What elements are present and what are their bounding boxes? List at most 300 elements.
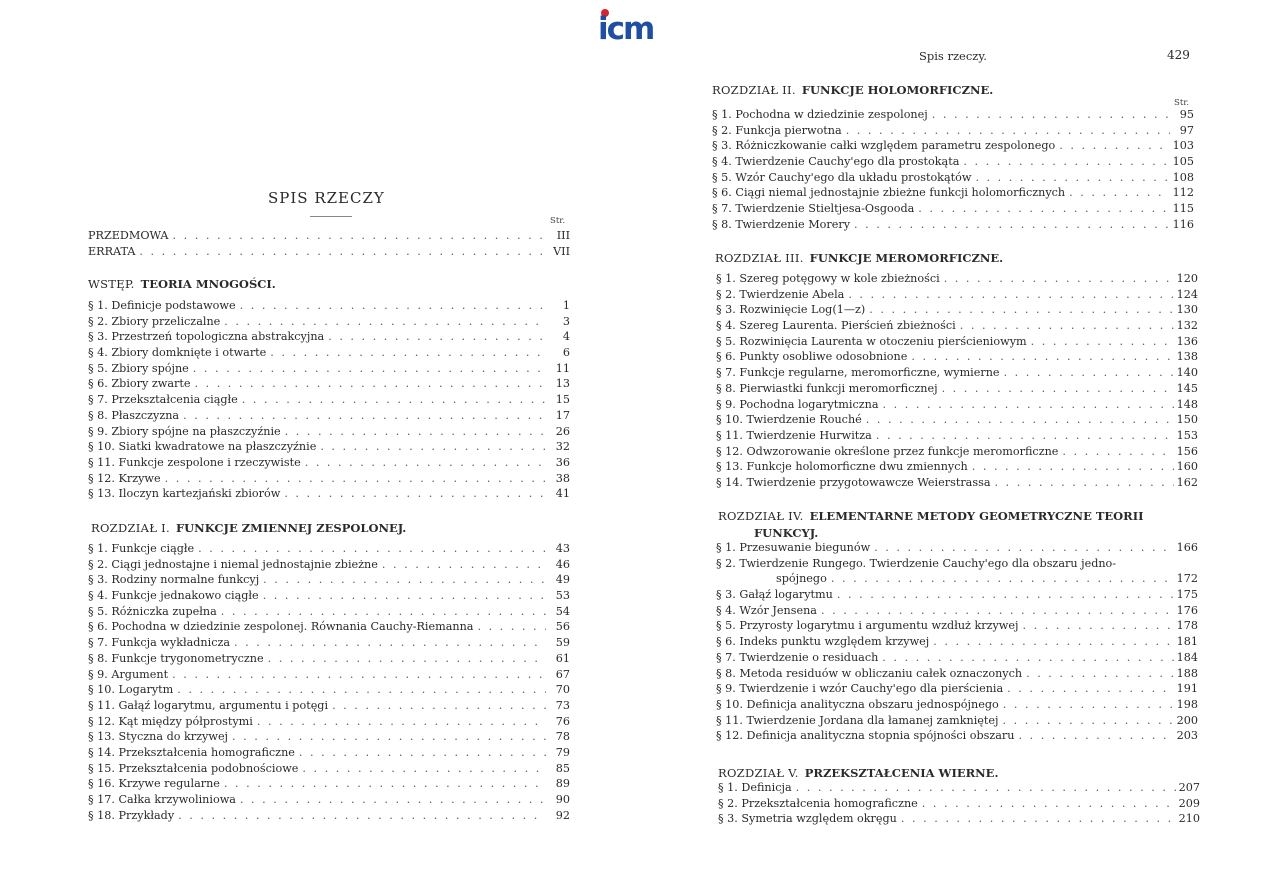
toc-entry[interactable]	[712, 139, 1194, 155]
leader-dots	[960, 319, 1174, 332]
toc-entry[interactable]	[88, 425, 570, 441]
leader-dots	[328, 330, 546, 343]
leader-dots	[854, 218, 1170, 231]
entry-title: § 5. Różniczka zupełna	[88, 604, 217, 618]
toc-entry[interactable]	[716, 714, 1198, 730]
entry-title: § 7. Funkcja wykładnicza	[88, 636, 231, 650]
leader-dots	[975, 171, 1170, 184]
toc-entry[interactable]	[712, 108, 1194, 124]
toc-entry[interactable]	[718, 797, 1200, 813]
leader-dots	[883, 398, 1174, 411]
leader-dots	[257, 715, 546, 728]
section-label: ROZDZIAŁ V.	[718, 766, 799, 780]
entry-page: 124	[1176, 287, 1198, 301]
toc-entry[interactable]	[88, 229, 570, 245]
entry-page: 200	[1176, 713, 1198, 727]
toc-entry[interactable]	[88, 636, 570, 652]
entry-title: § 9. Pochodna logarytmiczna	[716, 397, 879, 411]
leader-dots	[796, 781, 1176, 794]
title-divider	[310, 216, 352, 217]
toc-entry[interactable]	[718, 781, 1200, 797]
toc-entry[interactable]	[88, 346, 570, 362]
toc-entry[interactable]	[88, 699, 570, 715]
toc-entry[interactable]	[88, 762, 570, 778]
toc-entry[interactable]	[716, 619, 1198, 635]
toc-entry[interactable]	[88, 487, 570, 503]
leader-dots	[234, 636, 546, 649]
toc-entry[interactable]	[716, 729, 1198, 745]
entry-title: § 1. Definicja	[718, 781, 792, 794]
front-matter-list	[88, 229, 570, 260]
section-entries	[718, 781, 1200, 828]
entry-title: § 1. Definicje podstawowe	[88, 299, 236, 312]
leader-dots	[942, 382, 1174, 395]
toc-entry[interactable]	[716, 460, 1198, 476]
entry-page: 178	[1176, 619, 1198, 633]
toc-entry[interactable]	[88, 777, 570, 793]
entry-title: § 3. Symetria względem okręgu	[718, 812, 897, 826]
entry-title: § 4. Funkcje jednakowo ciągłe	[88, 589, 259, 603]
page-number: 429	[1167, 48, 1190, 62]
section-title-continued	[754, 526, 818, 540]
leader-dots	[305, 456, 546, 469]
leader-dots	[1007, 682, 1174, 695]
entry-page: VII	[553, 244, 570, 258]
leader-dots	[240, 793, 546, 806]
section-title: FUNKCJE ZMIENNEJ ZESPOLONEJ.	[175, 521, 407, 535]
leader-dots	[302, 762, 546, 775]
section-header	[88, 277, 276, 291]
toc-entry[interactable]	[716, 682, 1198, 698]
toc-entry[interactable]	[716, 476, 1198, 492]
toc-entry[interactable]	[88, 809, 570, 825]
toc-entry[interactable]	[716, 382, 1198, 398]
toc-entry[interactable]	[716, 667, 1198, 683]
entry-page: 181	[1176, 635, 1198, 649]
entry-page: 120	[1176, 272, 1198, 285]
entry-page: 108	[1172, 170, 1194, 184]
leader-dots	[874, 541, 1174, 554]
icm-logo	[598, 8, 662, 46]
str-label: Str.	[1174, 98, 1190, 108]
entry-title: § 12. Odwzorowanie określone przez funkcje meromorficzne	[716, 444, 1059, 458]
leader-dots	[846, 124, 1170, 137]
leader-dots	[1004, 366, 1174, 379]
entry-title: § 12. Kąt między półprostymi	[88, 714, 253, 728]
entry-title: § 2. Przekształcenia homograficzne	[718, 796, 918, 810]
leader-dots	[193, 362, 546, 375]
entry-title: § 8. Metoda residuów w obliczaniu całek oznaczonych	[716, 666, 1023, 680]
entry-page: 160	[1176, 460, 1198, 474]
section-header	[91, 521, 406, 535]
entry-page: 11	[555, 361, 570, 375]
toc-entry[interactable]	[716, 350, 1198, 366]
leader-dots	[198, 542, 546, 555]
toc-entry[interactable]	[716, 588, 1198, 604]
leader-dots	[837, 588, 1174, 601]
leader-dots	[299, 746, 546, 759]
toc-entry[interactable]	[716, 572, 1198, 588]
leader-dots	[194, 377, 546, 390]
entry-title: § 3. Rodziny normalne funkcyj	[88, 573, 260, 587]
toc-entry[interactable]	[716, 335, 1198, 351]
entry-title: § 6. Ciągi niemal jednostajnie zbieżne funkcji holomorficznych	[712, 186, 1066, 200]
leader-dots	[285, 425, 546, 438]
leader-dots	[1026, 667, 1174, 680]
section-entries	[716, 272, 1198, 492]
toc-entry[interactable]	[88, 472, 570, 488]
leader-dots	[224, 777, 546, 790]
toc-entry[interactable]	[716, 319, 1198, 335]
toc-entry[interactable]	[716, 557, 1198, 573]
entry-title: § 3. Rozwinięcie Log(1—z)	[716, 303, 866, 317]
leader-dots	[963, 155, 1170, 168]
section-title: FUNKCJE HOLOMORFICZNE.	[801, 83, 994, 97]
entry-page: 85	[555, 761, 570, 775]
section-entries	[88, 542, 570, 824]
leader-dots	[221, 605, 546, 618]
toc-entry[interactable]	[88, 746, 570, 762]
toc-entry[interactable]	[716, 366, 1198, 382]
section-header	[712, 83, 993, 97]
entry-title: § 9. Twierdzenie i wzór Cauchy'ego dla pierścienia	[716, 682, 1004, 696]
entry-title: § 5. Przyrosty logarytmu i argumentu wzdłuż krzywej	[716, 619, 1019, 633]
section-title-cont: FUNKCYJ.	[754, 526, 819, 540]
logo-text: icm	[598, 11, 654, 47]
leader-dots	[1059, 139, 1170, 152]
entry-page: 17	[555, 408, 570, 422]
leader-dots	[831, 572, 1174, 585]
leader-dots	[284, 487, 546, 500]
section-header	[715, 251, 1003, 265]
section-label: ROZDZIAŁ IV.	[718, 509, 804, 523]
leader-dots	[165, 472, 546, 485]
entry-page: 26	[555, 424, 570, 438]
section-entries	[712, 108, 1194, 234]
toc-entry[interactable]	[712, 155, 1194, 171]
entry-page: 112	[1172, 186, 1194, 200]
entry-title: § 7. Twierdzenie o residuach	[716, 650, 879, 664]
leader-dots	[477, 620, 546, 633]
entry-title: spójnego	[776, 572, 827, 586]
toc-entry[interactable]	[716, 445, 1198, 461]
entry-title: § 6. Punkty osobliwe odosobnione	[716, 350, 908, 364]
leader-dots	[972, 460, 1174, 473]
entry-title: § 4. Twierdzenie Cauchy'ego dla prostokąta	[712, 155, 960, 169]
entry-title: § 11. Twierdzenie Hurwitza	[716, 428, 872, 442]
toc-entry[interactable]	[716, 413, 1198, 429]
entry-page: 6	[562, 346, 570, 360]
entry-page: 166	[1176, 541, 1198, 554]
entry-title: § 6. Indeks punktu względem krzywej	[716, 635, 930, 649]
toc-entry[interactable]	[88, 668, 570, 684]
entry-title: § 6. Pochodna w dziedzinie zespolonej. Równania Cauchy-Riemanna	[88, 620, 474, 634]
entry-title: PRZEDMOWA	[88, 229, 169, 242]
entry-page: 95	[1179, 108, 1194, 121]
toc-entry[interactable]	[712, 202, 1194, 218]
entry-title: § 15. Przekształcenia podobnościowe	[88, 761, 299, 775]
entry-page: 103	[1172, 139, 1194, 153]
toc-entry[interactable]	[712, 171, 1194, 187]
toc-entry[interactable]	[88, 683, 570, 699]
leader-dots	[1002, 714, 1174, 727]
leader-dots	[320, 440, 546, 453]
leader-dots	[382, 558, 546, 571]
entry-title: § 3. Przestrzeń topologiczna abstrakcyjna	[88, 330, 325, 344]
entry-page: 56	[555, 620, 570, 634]
section-label: WSTĘP.	[88, 277, 135, 291]
entry-title: § 9. Zbiory spójne na płaszczyźnie	[88, 424, 281, 438]
entry-page: 46	[555, 557, 570, 571]
entry-page: 97	[1179, 123, 1194, 137]
entry-page: 210	[1178, 812, 1200, 826]
toc-entry[interactable]	[88, 605, 570, 621]
leader-dots	[922, 797, 1176, 810]
entry-page: 116	[1172, 217, 1194, 231]
entry-title: § 2. Funkcja pierwotna	[712, 123, 842, 137]
entry-title: § 7. Twierdzenie Stieltjesa-Osgooda	[712, 202, 915, 216]
entry-title: § 4. Zbiory domknięte i otwarte	[88, 346, 267, 360]
leader-dots	[1062, 445, 1174, 458]
toc-entry[interactable]	[716, 288, 1198, 304]
toc-entry[interactable]	[716, 429, 1198, 445]
toc-entry[interactable]	[718, 812, 1200, 828]
leader-dots	[932, 108, 1170, 121]
entry-page: 1	[562, 299, 570, 312]
entry-page: 41	[555, 487, 570, 501]
entry-page: 148	[1176, 397, 1198, 411]
section-entries	[88, 299, 570, 503]
entry-page: 49	[555, 573, 570, 587]
toc-entry[interactable]	[88, 558, 570, 574]
toc-entry[interactable]	[88, 456, 570, 472]
toc-entry[interactable]	[88, 715, 570, 731]
entry-page: 130	[1176, 303, 1198, 317]
leader-dots	[240, 299, 546, 312]
entry-title: § 5. Zbiory spójne	[88, 361, 189, 375]
entry-page: 209	[1178, 796, 1200, 810]
toc-entry[interactable]	[716, 272, 1198, 288]
entry-title: § 1. Szereg potęgowy w kole zbieżności	[716, 272, 940, 285]
leader-dots	[944, 272, 1174, 285]
entry-page: 3	[562, 314, 570, 328]
leader-dots	[882, 651, 1174, 664]
entry-page: 70	[555, 683, 570, 697]
entry-page: 188	[1176, 666, 1198, 680]
entry-page: 172	[1176, 572, 1198, 586]
toc-entry[interactable]	[88, 315, 570, 331]
leader-dots	[1069, 186, 1170, 199]
leader-dots	[1003, 698, 1174, 711]
entry-page: 59	[555, 636, 570, 650]
entry-page: 153	[1176, 428, 1198, 442]
toc-entry[interactable]	[88, 620, 570, 636]
entry-title: § 5. Wzór Cauchy'ego dla układu prostokątów	[712, 170, 972, 184]
leader-dots	[332, 699, 546, 712]
entry-title: § 8. Twierdzenie Morery	[712, 217, 851, 231]
leader-dots	[263, 573, 546, 586]
toc-entry[interactable]	[88, 573, 570, 589]
toc-entry[interactable]	[716, 398, 1198, 414]
entry-page: 36	[555, 455, 570, 469]
entry-page: 198	[1176, 697, 1198, 711]
entry-title: § 10. Siatki kwadratowe na płaszczyźnie	[88, 440, 317, 454]
entry-page: 145	[1176, 381, 1198, 395]
entry-page: 184	[1176, 650, 1198, 664]
leader-dots	[270, 346, 546, 359]
toc-entry[interactable]	[88, 440, 570, 456]
leader-dots	[263, 589, 546, 602]
entry-title: § 11. Twierdzenie Jordana dla łamanej zamkniętej	[716, 713, 999, 727]
toc-entry[interactable]	[88, 589, 570, 605]
entry-title: § 5. Rozwinięcia Laurenta w otoczeniu pierścieniowym	[716, 334, 1027, 348]
toc-entry[interactable]	[88, 393, 570, 409]
toc-entry[interactable]	[712, 124, 1194, 140]
section-title: ELEMENTARNE METODY GEOMETRYCZNE TEORII	[809, 509, 1144, 523]
page-title: SPIS RZECZY	[268, 189, 385, 207]
entry-title: § 13. Styczna do krzywej	[88, 730, 229, 744]
toc-entry[interactable]	[88, 793, 570, 809]
toc-entry[interactable]	[716, 698, 1198, 714]
entry-page: 156	[1176, 444, 1198, 458]
entry-title: § 1. Przesuwanie biegunów	[716, 541, 871, 554]
toc-entry[interactable]	[716, 651, 1198, 667]
leader-dots	[848, 288, 1174, 301]
section-label: ROZDZIAŁ I.	[91, 521, 170, 535]
toc-entry[interactable]	[88, 245, 570, 261]
entry-page: 191	[1176, 682, 1198, 696]
entry-title: § 1. Pochodna w dziedzinie zespolonej	[712, 108, 928, 121]
entry-page: 43	[555, 542, 570, 555]
leader-dots	[268, 652, 546, 665]
leader-dots	[869, 303, 1174, 316]
entry-page: 4	[562, 330, 570, 344]
leader-dots	[1019, 729, 1175, 742]
section-entries	[716, 541, 1198, 745]
leader-dots	[177, 683, 546, 696]
entry-page: 207	[1178, 781, 1200, 794]
entry-page: 105	[1172, 155, 1194, 169]
toc-entry[interactable]	[88, 362, 570, 378]
leader-dots	[173, 229, 546, 242]
toc-entry[interactable]	[716, 635, 1198, 651]
entry-page: 136	[1176, 334, 1198, 348]
entry-page: 115	[1172, 202, 1194, 216]
entry-title: § 2. Twierdzenie Rungego. Twierdzenie Cauchy'ego dla obszaru jedno-	[716, 556, 1117, 570]
entry-title: § 14. Przekształcenia homograficzne	[88, 745, 295, 759]
entry-page: 92	[555, 808, 570, 822]
toc-entry[interactable]	[88, 377, 570, 393]
leader-dots	[139, 245, 546, 258]
entry-title: § 1. Funkcje ciągłe	[88, 542, 195, 555]
toc-entry[interactable]	[716, 604, 1198, 620]
entry-page: 15	[555, 393, 570, 407]
entry-title: § 13. Funkcje holomorficzne dwu zmiennych	[716, 460, 968, 474]
entry-title: § 14. Twierdzenie przygotowawcze Weierstrassa	[716, 475, 991, 489]
entry-title: § 9. Argument	[88, 667, 169, 681]
section-title: PRZEKSZTAŁCENIA WIERNE.	[804, 766, 999, 780]
leader-dots	[172, 668, 546, 681]
toc-entry[interactable]	[88, 652, 570, 668]
entry-title: § 2. Zbiory przeliczalne	[88, 314, 221, 328]
running-head: Spis rzeczy.	[919, 49, 987, 63]
leader-dots	[866, 413, 1174, 426]
entry-title: § 4. Wzór Jensena	[716, 603, 817, 617]
entry-page: 175	[1176, 588, 1198, 602]
toc-entry[interactable]	[712, 218, 1194, 234]
entry-title: § 8. Funkcje trygonometryczne	[88, 651, 264, 665]
section-header	[718, 509, 1144, 523]
toc-entry[interactable]	[88, 330, 570, 346]
toc-entry[interactable]	[716, 541, 1198, 557]
section-label: ROZDZIAŁ II.	[712, 83, 796, 97]
leader-dots	[918, 202, 1170, 215]
entry-title: § 8. Pierwiastki funkcji meromorficznej	[716, 381, 938, 395]
toc-entry[interactable]	[88, 730, 570, 746]
toc-entry[interactable]	[88, 542, 570, 558]
entry-page: 38	[555, 471, 570, 485]
leader-dots	[995, 476, 1175, 489]
entry-title: § 4. Szereg Laurenta. Pierścień zbieżności	[716, 319, 956, 333]
entry-page: 76	[555, 714, 570, 728]
leader-dots	[232, 730, 546, 743]
entry-page: 203	[1176, 729, 1198, 743]
entry-title: § 12. Definicja analityczna stopnia spójności obszaru	[716, 729, 1015, 743]
entry-title: § 10. Logarytm	[88, 683, 174, 697]
entry-page: 176	[1176, 603, 1198, 617]
leader-dots	[224, 315, 546, 328]
entry-page: 138	[1176, 350, 1198, 364]
entry-title: § 12. Krzywe	[88, 471, 161, 485]
entry-title: § 7. Funkcje regularne, meromorficzne, wymierne	[716, 366, 1000, 380]
entry-title: § 10. Definicja analityczna obszaru jednospójnego	[716, 697, 999, 711]
entry-title: § 11. Gałąź logarytmu, argumentu i potęgi	[88, 698, 329, 712]
entry-page: 162	[1176, 475, 1198, 489]
entry-title: § 2. Ciągi jednostajne i niemal jednostajnie zbieżne	[88, 557, 378, 571]
leader-dots	[901, 812, 1176, 825]
section-title: FUNKCJE MEROMORFICZNE.	[809, 251, 1004, 265]
entry-page: 90	[555, 793, 570, 806]
entry-page: 79	[555, 745, 570, 759]
entry-title: § 3. Różniczkowanie całki względem parametru zespolonego	[712, 139, 1056, 153]
entry-title: § 8. Płaszczyzna	[88, 408, 180, 422]
leader-dots	[911, 350, 1174, 363]
toc-entry[interactable]	[88, 299, 570, 315]
entry-title: § 6. Zbiory zwarte	[88, 377, 191, 391]
entry-page: 132	[1176, 319, 1198, 333]
entry-title: § 7. Przekształcenia ciągłe	[88, 393, 238, 407]
leader-dots	[933, 635, 1174, 648]
toc-entry[interactable]	[88, 409, 570, 425]
entry-title: § 3. Gałąź logarytmu	[716, 588, 833, 602]
toc-entry[interactable]	[712, 186, 1194, 202]
str-label: Str.	[550, 216, 566, 226]
leader-dots	[876, 429, 1174, 442]
entry-title: § 17. Całka krzywoliniowa	[88, 793, 236, 806]
leader-dots	[183, 409, 546, 422]
entry-title: § 2. Twierdzenie Abela	[716, 287, 845, 301]
entry-page: III	[556, 229, 570, 242]
entry-page: 73	[555, 698, 570, 712]
entry-page: 54	[555, 604, 570, 618]
entry-page: 53	[555, 589, 570, 603]
toc-entry[interactable]	[716, 303, 1198, 319]
entry-page: 13	[555, 377, 570, 391]
entry-page: 89	[555, 777, 570, 791]
section-label: ROZDZIAŁ III.	[715, 251, 804, 265]
entry-page: 32	[555, 440, 570, 454]
entry-title: § 16. Krzywe regularne	[88, 777, 220, 791]
